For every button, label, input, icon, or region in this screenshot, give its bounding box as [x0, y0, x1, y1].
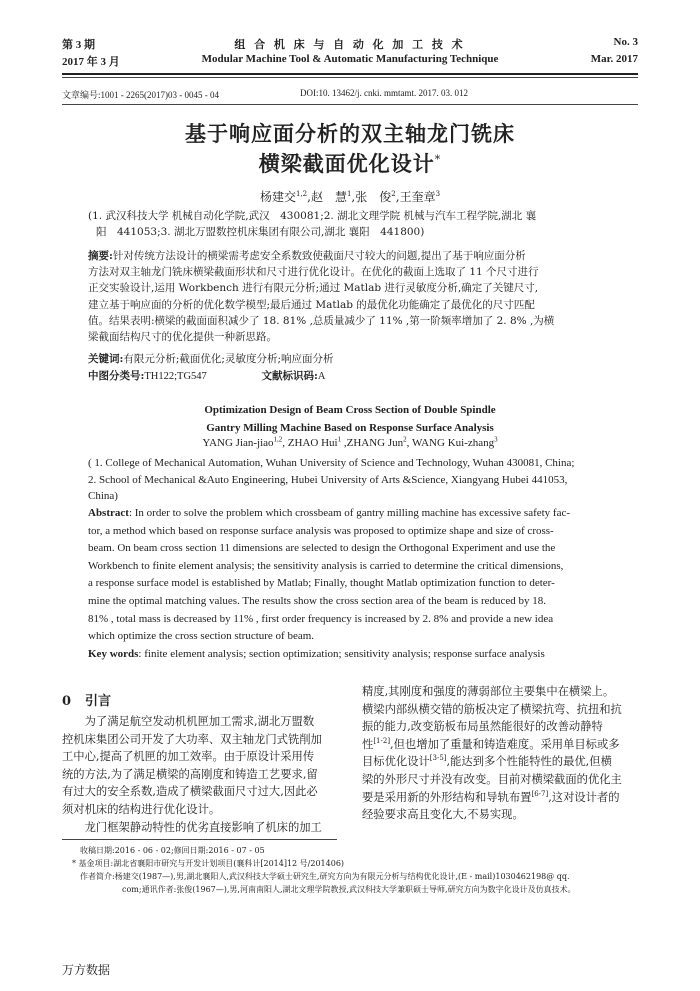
abstract-cn-label: 摘要:	[88, 250, 113, 262]
section-heading	[62, 690, 111, 709]
doi: DOI:10. 13462/j. cnki. mmtamt. 2017. 03. 012	[300, 88, 468, 98]
author-cn: 杨建交	[259, 190, 296, 204]
abstract-en-line: 81% , total mass is decreased by 11% , first order frequency is increased by 2. 8% and provide a new idea	[88, 612, 554, 625]
article-number: 文章编号:1001 - 2265(2017)03 - 0045 - 04	[62, 90, 219, 100]
body-line: 有过大的安全系数,造成了横梁截面尺寸过大,因此必	[62, 785, 318, 799]
author-sup: 1,2	[273, 435, 283, 444]
journal-title-cn: 组 合 机 床 与 自 动 化 加 工 技 术	[234, 39, 466, 51]
footnote-author-cont: com;通讯作者:张俊(1967—),男,河南南阳人,湖北文理学院教授,武汉科技大学兼职硕士导师,研究方向为数字化设计及仿真技术。	[122, 885, 576, 894]
date-en: Mar. 2017	[590, 53, 638, 65]
body-line: 经验要求高且变化大,不易实现。	[362, 808, 524, 822]
footnote-fund: * 基金项目:湖北省襄阳市研究与开发计划项目(襄科计[2014]12 号/201406)	[72, 859, 345, 868]
affiliation-en-line: ( 1. College of Mechanical Automation, Wuhan University of Science and Technology, Wuhan 430081, China;	[88, 457, 575, 469]
issue-cn: 第 3 期	[62, 39, 95, 51]
header-rule-thin	[62, 77, 638, 78]
title-cn-line2-text: 横梁截面优化设计	[258, 151, 435, 176]
abstract-cn-line: 方法对双主轴龙门铣床横梁截面形状和尺寸进行优化设计。在优化的截面上选取了 11 个尺寸进行	[88, 266, 539, 279]
affiliations-cn	[88, 208, 616, 240]
title-cn-line1: 基于响应面分析的双主轴龙门铣床	[185, 121, 515, 146]
title-en-line1: Optimization Design of Beam Cross Section of Double Spindle	[204, 404, 496, 416]
body-right-column	[362, 683, 638, 824]
doc-code-label: 文献标识码:	[261, 370, 318, 382]
author-sup: 1	[337, 435, 342, 444]
abstract-en-line: which optimize the cross section structure of beam.	[88, 630, 315, 643]
keywords-cn-text: 有限元分析;截面优化;灵敏度分析;响应面分析	[123, 353, 334, 365]
abstract-cn	[88, 248, 616, 345]
citation: [3-5]	[429, 754, 447, 763]
doc-code-value: A	[317, 371, 326, 382]
keywords-en-text: : finite element analysis; section optimization; sensitivity analysis; response surface analysis	[138, 647, 545, 660]
abstract-cn-line: 值。结果表明:横梁的截面面积减少了 18. 81% ,总质量减少了 11% ,第一阶频率增加了 2. 8% ,为横	[88, 314, 555, 327]
body-line: 梁的外形尺寸并没有改变。目前对横梁截面的优化主	[362, 772, 622, 786]
watermark: 万方数据	[62, 963, 111, 977]
body-text: ,能达到多个性能特性的最优,但横	[446, 755, 612, 769]
body-line: 精度,其刚度和强度的薄弱部位主要集中在横梁上。	[362, 685, 615, 698]
footnote-received: 收稿日期:2016 - 06 - 02;修回日期:2016 - 07 - 05	[80, 846, 265, 855]
author-sup: 2	[403, 435, 407, 444]
affiliations-en	[88, 455, 616, 505]
abstract-cn-line: 针对传统方法设计的横梁需考虑安全系数致使截面尺寸较大的问题,提出了基于响应面分析	[112, 250, 526, 262]
author-cn: 赵 慧	[310, 190, 347, 204]
authors-cn: 杨建交$^{1,2}$,赵 慧$^1$,张 俊$^2$,王奎章$^3$	[259, 190, 441, 204]
body-line: 横梁内部纵横交错的筋板决定了横梁抗弯、抗扭和抗	[362, 702, 622, 716]
keywords-en-label: Key words	[88, 647, 139, 660]
body-line: 须对机床的结构进行优化设计。	[62, 802, 221, 816]
keywords-cn-label: 关键词:	[88, 353, 124, 365]
affiliation-cn-line: 阳 441053;3. 湖北万盟数控机床集团有限公司,湖北 襄阳 441800)	[96, 226, 425, 238]
abstract-en-line: Workbench to finite element analysis; the sensitivity analysis is carried to determine the critical dimensions,	[88, 559, 564, 572]
author-en: YANG Jian-jiao	[202, 437, 274, 449]
body-text: ,但也增加了重量和铸造难度。采用单目标或多	[390, 737, 620, 751]
body-line	[362, 736, 638, 754]
author-en: ZHANG Jun	[346, 437, 404, 449]
author-sep: ,	[341, 437, 347, 449]
author-en: ZHAO Hui	[287, 437, 338, 449]
abstract-cn-line: 正交实验设计,运用 Workbench 进行有限元分析;通过 Matlab 进行灵敏度分析,确定了关键尺寸,	[88, 282, 539, 295]
journal-title-en: Modular Machine Tool & Automatic Manufacturing Technique	[201, 53, 499, 65]
author-sup: 3	[494, 435, 498, 444]
body-line	[362, 753, 638, 771]
abstract-en-label: Abstract	[88, 507, 129, 519]
body-text: 目标优化设计	[362, 755, 430, 769]
authors-en	[0, 437, 700, 449]
author-sep: ,	[406, 437, 412, 449]
body-line: 工中心,提高了机匣的加工效率。由于原设计采用传	[62, 750, 315, 764]
date-cn: 2017 年 3 月	[62, 56, 120, 68]
classification	[88, 368, 616, 383]
title-footnote-star: *	[434, 153, 442, 166]
author-sep: ,	[282, 437, 288, 449]
affiliation-cn-line: (1. 武汉科技大学 机械自动化学院,武汉 430081;2. 湖北文理学院 机械与汽车工程学院,湖北 襄	[88, 210, 537, 222]
author-sup: 2	[391, 190, 396, 198]
keywords-cn	[88, 351, 616, 366]
abstract-en-line: a response surface model is established by Matlab; Finally, thought Matlab optimization function to deter-	[88, 577, 555, 590]
meta-rule	[62, 104, 638, 105]
citation: [1-2]	[373, 737, 391, 746]
body-line: 振的能力,改变筋板布局虽然能很好的改善动静特	[362, 720, 603, 734]
body-line: 统的方法,为了满足横梁的高刚度和铸造工艺要求,留	[62, 767, 318, 781]
body-text: 性	[362, 737, 374, 751]
clc-label: 中图分类号:	[88, 370, 145, 382]
author-en: WANG Kui-zhang	[411, 437, 495, 449]
section-title: 引言	[85, 694, 112, 709]
author-cn: 张 俊	[355, 190, 392, 204]
affiliation-en-line: 2. School of Mechanical &Auto Engineering, Hubei University of Arts &Science, Xiangyang Hubei 441053,	[88, 473, 568, 486]
abstract-cn-line: 梁截面结构尺寸的优化提供一种新思路。	[88, 331, 277, 344]
body-line: 为了满足航空发动机机匣加工需求,湖北万盟数	[62, 715, 315, 728]
abstract-en	[88, 505, 616, 663]
abstract-en-line: mine the optimal matching values. The results show the cross section area of the beam is reduced by 18.	[88, 594, 547, 607]
footnote-author: 作者简介:杨建交(1987—),男,湖北襄阳人,武汉科技大学硕士研究生,研究方向为有限元分析与结构优化设计,(E - mail)1030462198@ qq.	[80, 872, 570, 881]
body-line	[362, 789, 638, 807]
footnotes	[72, 844, 640, 896]
author-sup: 3	[435, 190, 441, 198]
affiliation-en-line: China)	[88, 490, 118, 502]
abstract-en-line: tor, a method which based on response surface analysis was proposed to optimize shape and size of cross-	[88, 524, 554, 537]
abstract-cn-line: 建立基于响应面的分析的优化数学模型;最后通过 Matlab 的最优化功能确定了最优化的尺寸匹配	[88, 298, 535, 311]
header-rule-thick	[62, 73, 638, 75]
citation: [6-7]	[531, 789, 549, 798]
abstract-en-line: : In order to solve the problem which crossbeam of gantry milling machine has excessive safety fac-	[128, 507, 571, 519]
title-en-line2: Gantry Milling Machine Based on Response Surface Analysis	[206, 422, 494, 434]
author-cn: 王奎章	[399, 190, 436, 204]
author-sup: 1	[346, 190, 352, 198]
abstract-en-line: beam. On beam cross section 11 dimensions are selected to design the Orthogonal Experiment and use the	[88, 542, 556, 555]
footnote-rule	[62, 839, 337, 840]
author-sup: 1,2	[295, 190, 308, 198]
body-text: 要是采用新的外形结构和导轨布置	[362, 790, 532, 804]
body-line: 控机床集团公司开发了大功率、双主轴龙门式铣削加	[62, 732, 322, 746]
issue-en: No. 3	[613, 36, 638, 48]
clc-value: TH122;TG547	[144, 371, 207, 382]
body-text: ,这对设计者的	[548, 790, 620, 804]
body-left-column	[62, 713, 338, 836]
body-line: 龙门框架静动特性的优劣直接影响了机床的加工	[62, 820, 322, 834]
title-cn-line2	[0, 148, 700, 178]
section-number: 0	[62, 694, 72, 709]
